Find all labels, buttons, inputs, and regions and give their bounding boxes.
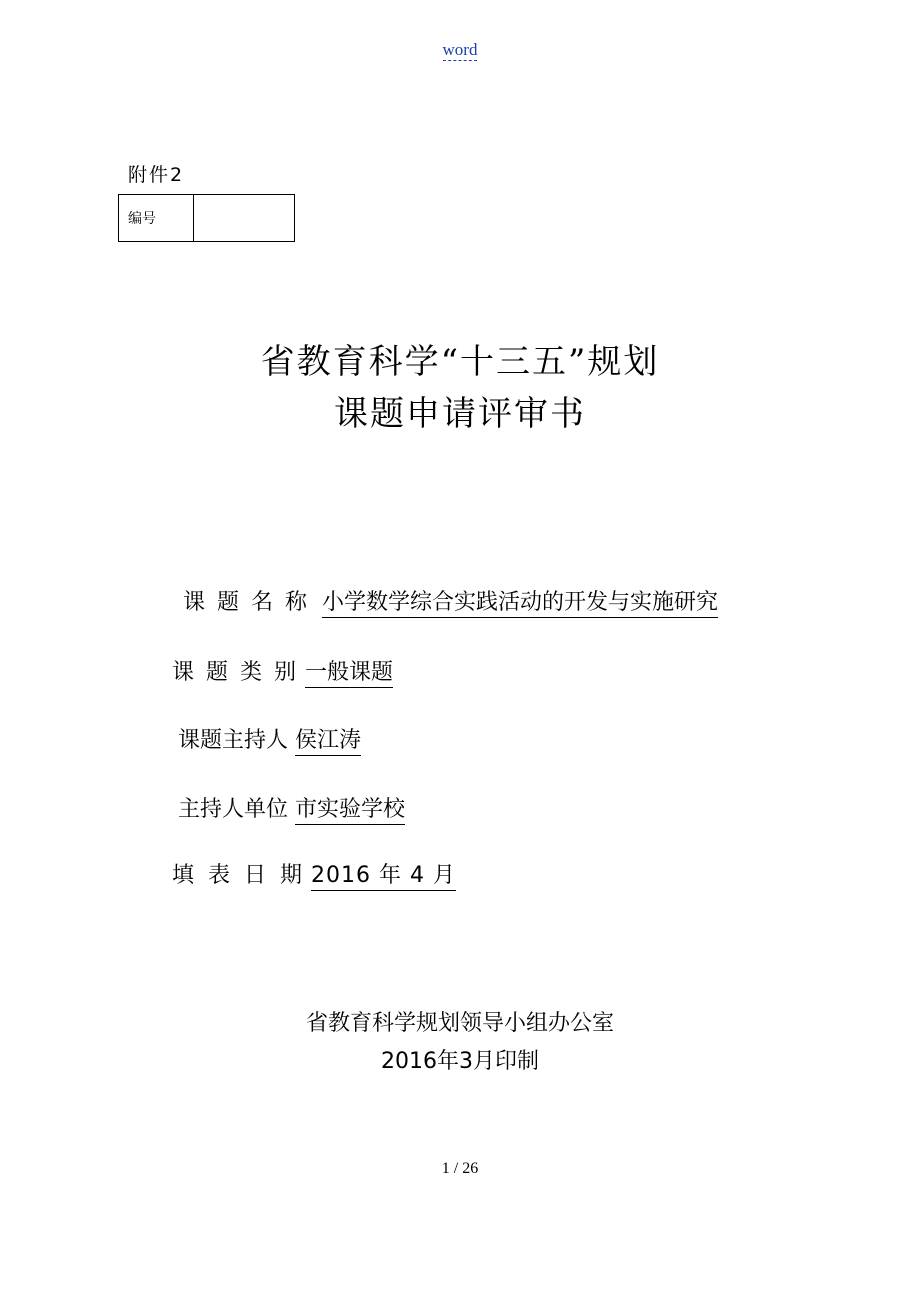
host-label: 课题主持人 [178,728,289,753]
issuing-office: 省教育科学规划领导小组办公室 [305,1011,614,1036]
header-word-link[interactable] [0,40,920,60]
header-link-text[interactable]: word [442,40,478,59]
document-title-line1: 省教育科学“十三五”规划 [260,342,660,382]
field-fill-date [172,858,456,889]
host-unit-value[interactable]: 市实验学校 [295,797,405,825]
attachment-label: 附件2 [128,164,185,186]
field-topic-name [183,585,718,616]
document-title-line2: 课题申请评审书 [334,394,586,434]
field-host-unit [178,792,405,823]
field-topic-category [172,655,393,686]
number-label: 编号 [119,195,194,241]
topic-category-label: 课题类别 [172,660,309,685]
topic-name-label: 课题名称 [183,590,320,615]
fill-date-label: 填表日期 [172,863,317,888]
page-number: 1 / 26 [441,1160,479,1177]
print-date: 2016年3月印制 [381,1049,539,1074]
topic-category-value[interactable]: 一般课题 [305,660,393,688]
field-host [178,723,361,754]
host-value[interactable]: 侯江涛 [295,728,361,756]
host-unit-label: 主持人单位 [178,797,289,822]
number-value-field[interactable] [194,195,294,241]
number-box [118,194,295,242]
topic-name-value[interactable]: 小学数学综合实践活动的开发与实施研究 [322,590,718,618]
fill-date-value[interactable]: 2016 年 4 月 [311,863,456,891]
